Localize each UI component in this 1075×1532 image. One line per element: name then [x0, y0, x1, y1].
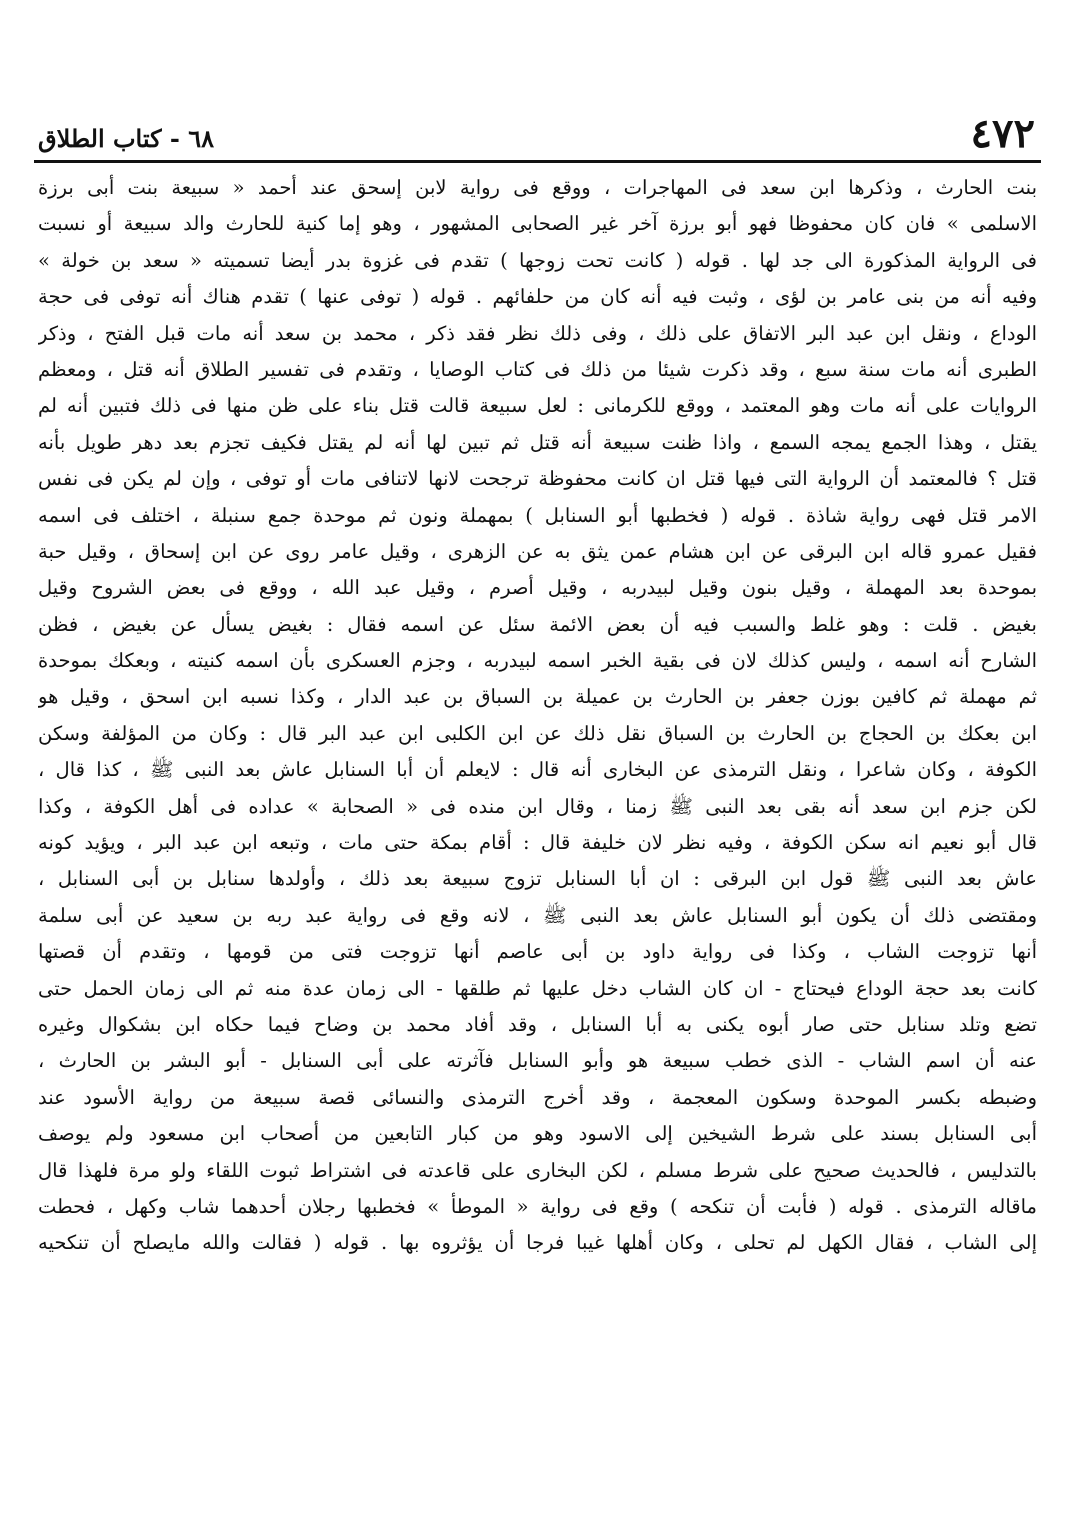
text-line: الامر قتل فهى رواية شاذة . قوله ( فخطبها أبو السنابل ) بمهملة ونون ثم موحدة جمع سنبلة ، اختلف فى اسمه	[38, 503, 1037, 527]
text-line: الاسلمى » فان كان محفوظا فهو أبو برزة آخر غير الصحابى المشهور ، وهو إما كنية للحارث والد سبيعة أو نسبت	[38, 212, 1037, 236]
text-line: بغيض . قلت : وهو غلط والسبب فيه أن بعض الائمة سئل عن اسمه فقال : بغيض يسأل عن بغيض ، فظن	[38, 612, 1037, 636]
text-line: ابن بعكك بن الحجاج بن الحارث بن السباق نقل ذلك عن ابن الكلبى ابن عبد البر قال : وكان من المؤلفة وسكن	[38, 721, 1037, 745]
text-line: الشارح أنه اسمه ، وليس كذلك لان فى بقية الخبر اسمه لبيدربه ، وجزم العسكرى بأن اسمه كنيته ، وبعكك بموحدة	[38, 649, 1037, 673]
text-line: بنت الحارث ، وذكرها ابن سعد فى المهاجرات ، ووقع فى رواية لابن إسحق عند أحمد « سبيعة بنت أبى برزة	[38, 176, 1037, 199]
text-line: أبى السنابل بسند على شرط الشيخين إلى الاسود وهو من كبار التابعين من أصحاب ابن مسعود ولم يوصف	[38, 1122, 1037, 1146]
text-line: الطبرى أنه مات سنة سبع ، وقد ذكرت شيئا من ذلك فى كتاب الوصايا ، وتقدم فى تفسير الطلاق أنه قتل ، ومعظم	[38, 357, 1037, 381]
text-line: الوداع ، ونقل ابن عبد البر الاتفاق على ذلك ، وفى ذلك نظر فقد ذكر ، محمد بن سعد أنه مات قبل الفتح ، وذكر	[38, 321, 1037, 345]
text-line: عاش بعد النبى ﷺ قول ابن البرقى : ان أبا السنابل تزوج سبيعة بعد ذلك ، وأولدها سنابل بن أبى السنابل ،	[38, 867, 1037, 891]
text-line: ماقاله الترمذى . قوله ( فأبت أن تنكحه ) وقع فى رواية « الموطأ » فخطبها رجلان أحدهما شاب وكهل ، فحطت	[38, 1194, 1037, 1218]
page-number: ٤٧٢	[970, 110, 1035, 157]
chapter-title: ٦٨ - كتاب الطلاق	[38, 124, 214, 153]
text-line: لكن جزم ابن سعد أنه بقى بعد النبى ﷺ زمنا ، وقال ابن منده فى « الصحابة » عداده فى أهل الكوفة ، وكذا	[38, 794, 1037, 818]
text-line: تضع وتلد سنابل حتى صار أبوه يكنى به أبا السنابل ، وقد أفاد محمد بن وضاح فيما حكاه ابن بشكوال وغيره	[38, 1012, 1037, 1036]
text-line: وضبطه بكسر الموحدة وسكون المعجمة ، وقد أخرج الترمذى والنسائى قصة سبيعة من رواية الأسود عند	[38, 1085, 1037, 1109]
body-text	[38, 170, 1037, 1262]
text-line: يقتل ، وهذا الجمع يمجه السمع ، واذا ظنت سبيعة أنه قتل ثم تبين لها أنه لم يقتل فكيف تجزم بعد دهر طويل بأنه	[38, 430, 1037, 454]
text-line: بالتدليس ، فالحديث صحيح على شرط مسلم ، لكن البخارى على قاعدته فى اشتراط ثبوت اللقاء ولو مرة فلهذا قال	[38, 1158, 1037, 1182]
text-line: قتل ؟ فالمعتمد أن الرواية التى فيها قتل ان كانت محفوظة ترجحت لانها لاتنافى مات أو توفى ، وإن لم يكن فى نفس	[38, 467, 1037, 491]
text-line: الكوفة ، وكان شاعرا ، ونقل الترمذى عن البخارى أنه قال : لايعلم أن أبا السنابل عاش بعد النبى ﷺ ، كذا قال ،	[38, 758, 1037, 782]
text-line: ومقتضى ذلك أن يكون أبو السنابل عاش بعد النبى ﷺ ، لانه وقع فى رواية عبد ربه بن سعيد عن أبى سلمة	[38, 903, 1037, 927]
page-header	[34, 110, 1041, 163]
text-line: قال أبو نعيم انه سكن الكوفة ، وفيه نظر لان خليفة قال : أقام بمكة حتى مات ، وتبعه ابن عبد البر ، ويؤيد كونه	[38, 831, 1037, 855]
text-line: فقيل عمرو قاله ابن البرقى عن ابن هشام عمن يثق به عن الزهرى ، وقيل عامر روى عن ابن إسحاق ، وقيل حبة	[38, 539, 1037, 563]
text-line: إلى الشاب ، فقال الكهل لم تحلى ، وكان أهلها غيبا فرجا أن يؤثروه بها . قوله ( فقالت والله مايصلح أن تنكحيه	[38, 1231, 1037, 1255]
text-line: أنها تزوجت الشاب ، وكذا فى رواية داود بن أبى عاصم أنها تزوجت فتى من قومها ، وتقدم أن قصتها	[38, 940, 1037, 964]
text-line: ثم مهملة ثم كافين بوزن جعفر بن الحارث بن عميلة بن السباق بن عبد الدار ، وكذا نسبه ابن اسحق ، وقيل هو	[38, 685, 1037, 709]
text-line: بموحدة بعد المهملة ، وقيل بنون وقيل لبيدربه ، وقيل أصرم ، وقيل عبد الله ، ووقع فى بعض الشروح وقيل	[38, 576, 1037, 600]
text-line: عنه أن اسم الشاب - الذى خطب سبيعة هو وأبو السنابل فآثرته على أبى السنابل - أبو البشر بن الحارث ،	[38, 1049, 1037, 1073]
text-line: كانت بعد حجة الوداع فيحتاج - ان كان الشاب دخل عليها ثم طلقها - الى زمان عدة منه ثم الى زمان الحمل حتى	[38, 976, 1037, 1000]
text-line: وفيه أنه من بنى عامر بن لؤى ، وثبت فيه أنه كان من حلفائهم . قوله ( توفى عنها ) تقدم هناك أنه توفى فى حجة	[38, 285, 1037, 309]
text-line: الروايات على أنه مات وهو المعتمد ، ووقع للكرمانى : لعل سبيعة قالت قتل بناء على ظن منها فى ذلك فتبين أنه لم	[38, 394, 1037, 418]
text-line: فى الرواية المذكورة الى جد لها . قوله ( كانت تحت زوجها ) تقدم فى غزوة بدر أيضا تسميته « سعد بن خولة »	[38, 248, 1037, 272]
